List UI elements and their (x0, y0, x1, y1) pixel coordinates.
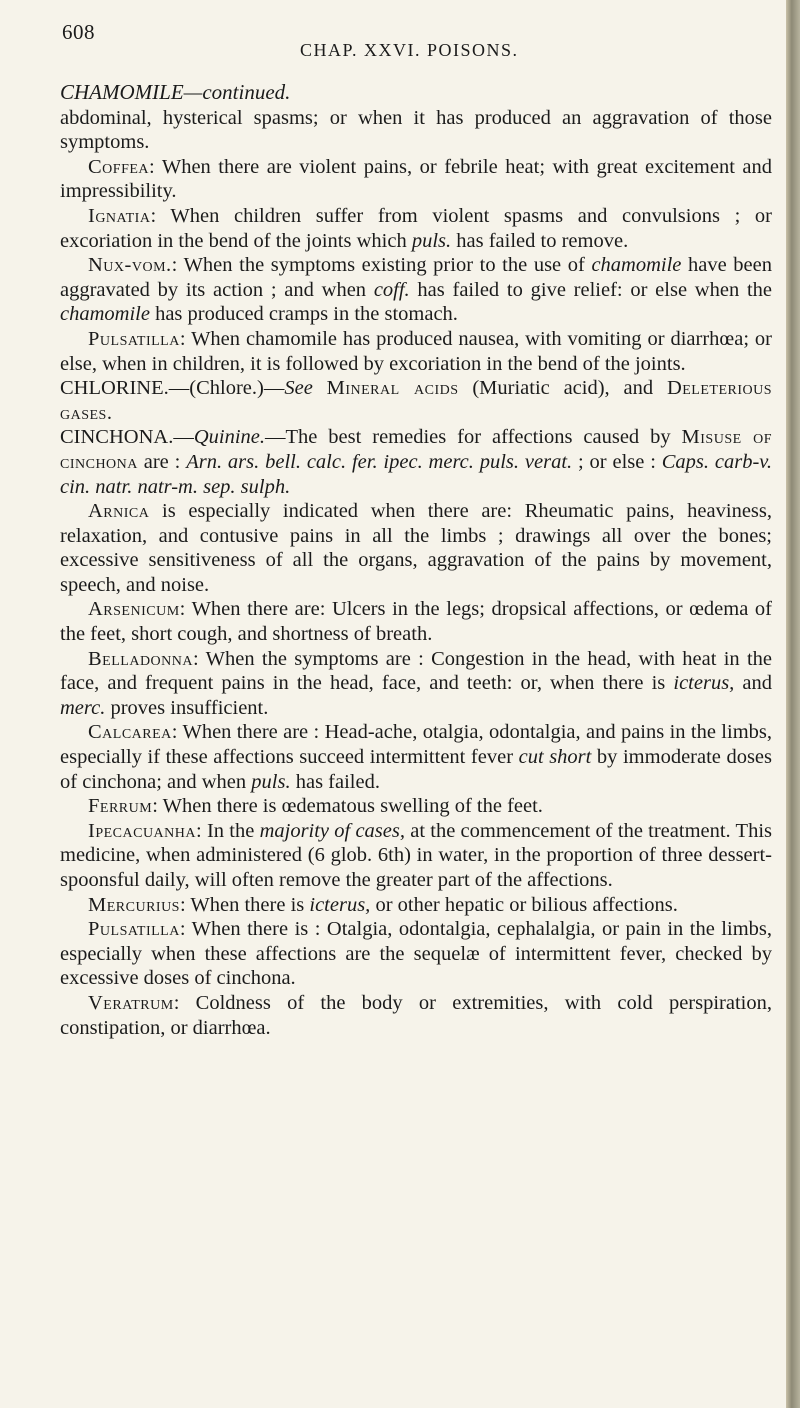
entry-veratrum (60, 991, 772, 1040)
italic-text: icterus, (673, 672, 735, 695)
section-term: CHAMOMILE (60, 80, 184, 104)
entry-text: are : (137, 450, 187, 473)
section-chlorine (60, 376, 772, 425)
entry-text: proves insufficient. (105, 696, 269, 719)
italic-text: Quinine. (193, 426, 265, 449)
section-heading-chamomile (60, 80, 772, 106)
remedy-name: Veratrum (88, 991, 174, 1014)
entry-text: has produced cramps in the stomach. (149, 303, 458, 326)
entry-ipecacuanha (60, 819, 772, 893)
entry-mercurius (60, 893, 772, 918)
running-head: CHAP. XXVI. POISONS. (300, 40, 519, 60)
italic-text: coff. (373, 278, 410, 301)
remedy-name: Calcarea (88, 721, 172, 744)
entry-text: : In the (196, 819, 260, 842)
remedy-name: Nux-vom. (88, 254, 172, 277)
remedy-name: Arsenicum (88, 598, 180, 621)
remedy-list: Arn. ars. bell. calc. fer. ipec. merc. puls. verat. (186, 450, 573, 473)
remedy-name: Belladonna (88, 647, 193, 670)
entry-text: —(Chlore.)— (168, 377, 285, 400)
entry-pulsatilla-1 (60, 327, 772, 376)
entry-text: : When chamomile has produced nausea, with vomiting or diarrhœa; or else, when in children, it is followed by excoriation in the bend of the joints. (60, 327, 772, 375)
page-edge (786, 0, 800, 1408)
italic-text: puls. (251, 770, 291, 793)
entry-text: by immoderate doses of cinchona; and when (60, 746, 772, 793)
entry-arsenicum (60, 597, 772, 646)
italic-text: majority of cases, (259, 819, 405, 842)
section-continued: —continued. (183, 80, 291, 104)
remedy-name: Ipecacuanha (88, 819, 197, 842)
entry-text: : When there are violent pains, or febrile heat; with great excitement and impressibility. (60, 155, 772, 203)
entry-text: have been aggravated by its action ; and when (60, 254, 772, 301)
remedy-name: Ferrum (88, 795, 153, 818)
entry-coffea (60, 155, 772, 204)
entry-text: has failed to give relief: or else when the (409, 278, 772, 301)
italic-text: merc. (60, 696, 106, 719)
entry-text: : When there is (179, 893, 310, 916)
entry-text: and (734, 672, 772, 695)
cross-reference: Deleterious gases (60, 377, 773, 424)
italic-text: See (284, 377, 313, 400)
entry-text: : When the symptoms are : Congestion in the head, with heat in the face, and frequent pains in the head, face, and teeth: or, when there is (60, 647, 772, 695)
paragraph-continued: abdominal, hysterical spasms; or when it has produced an aggravation of those symptoms. (60, 106, 772, 154)
section-term: CHLORINE. (60, 377, 169, 400)
remedy-name: Coffea (88, 155, 150, 178)
entry-text: has failed to remove. (451, 229, 629, 252)
entry-text: (Muriatic acid), and (458, 377, 667, 400)
entry-text: has failed. (290, 770, 380, 793)
entry-pulsatilla-2 (60, 917, 772, 991)
section-term: CINCHONA. (60, 426, 174, 449)
entry-arnica (60, 499, 772, 597)
entry-text: : When there is : Otalgia, odontalgia, cephalalgia, or pain in the limbs, especially when these affections are the sequelæ of intermittent fever, checked by excessive doses of cinchona. (60, 918, 772, 990)
italic-text: chamomile (60, 303, 150, 326)
entry-belladonna (60, 647, 772, 721)
entry-ignatia (60, 204, 772, 253)
entry-text: ; or else : (572, 450, 662, 473)
remedy-name: Mercurius (88, 893, 180, 916)
remedy-name: Pulsatilla (88, 918, 180, 941)
entry-nux-vom (60, 253, 772, 327)
remedy-name: Pulsatilla (88, 327, 180, 350)
remedy-list: Caps. carb-v. cin. natr. natr-m. sep. sulph. (60, 450, 772, 498)
italic-text: cut short (518, 746, 592, 769)
italic-text: puls. (411, 229, 452, 252)
entry-ferrum (60, 794, 772, 819)
page-number: 608 (62, 20, 95, 44)
entry-text: — (173, 426, 194, 449)
entry-calcarea (60, 720, 772, 794)
italic-text: icterus, (309, 893, 371, 916)
entry-text: : Coldness of the body or extremities, with cold perspiration, constipation, or diarrhœa. (60, 991, 772, 1039)
page-body (60, 80, 772, 1040)
entry-text: —The best remedies for affections caused by (265, 426, 682, 449)
entry-text: : When there is œdematous swelling of the feet. (152, 795, 543, 818)
italic-text: chamomile (591, 254, 682, 277)
entry-text: : When children suffer from violent spasms and convulsions ; or excoriation in the bend of the joints which (60, 204, 772, 252)
entry-text: : When the symptoms existing prior to the use of (171, 254, 592, 277)
entry-text: or other hepatic or bilious affections. (370, 893, 678, 916)
remedy-name: Arnica (88, 500, 150, 523)
cross-reference: Misuse of cinchona (60, 426, 772, 473)
section-cinchona (60, 425, 772, 499)
entry-text: . (106, 401, 112, 424)
entry-text: is especially indicated when there are: Rheumatic pains, heaviness, relaxation, and contusive pains in all the limbs ; drawings all over the bones; excessive sensitiveness of all the organs, aggravation of the pains by movement, speech, and noise. (60, 500, 772, 596)
entry-text: : When there are: Ulcers in the legs; dropsical affections, or œdema of the feet, short cough, and shortness of breath. (60, 598, 772, 646)
entry-text: at the commencement of the treatment. This medicine, when administered (6 glob. 6th) in water, in the proportion of three dessert-spoonsful daily, will often remove the greater part of the affections. (60, 819, 772, 891)
cross-reference: Mineral acids (326, 377, 459, 400)
entry-text: : When there are : Head-ache, otalgia, odontalgia, and pains in the limbs, especially if these affections succeed intermittent fever (60, 721, 772, 769)
remedy-name: Ignatia (88, 204, 151, 227)
